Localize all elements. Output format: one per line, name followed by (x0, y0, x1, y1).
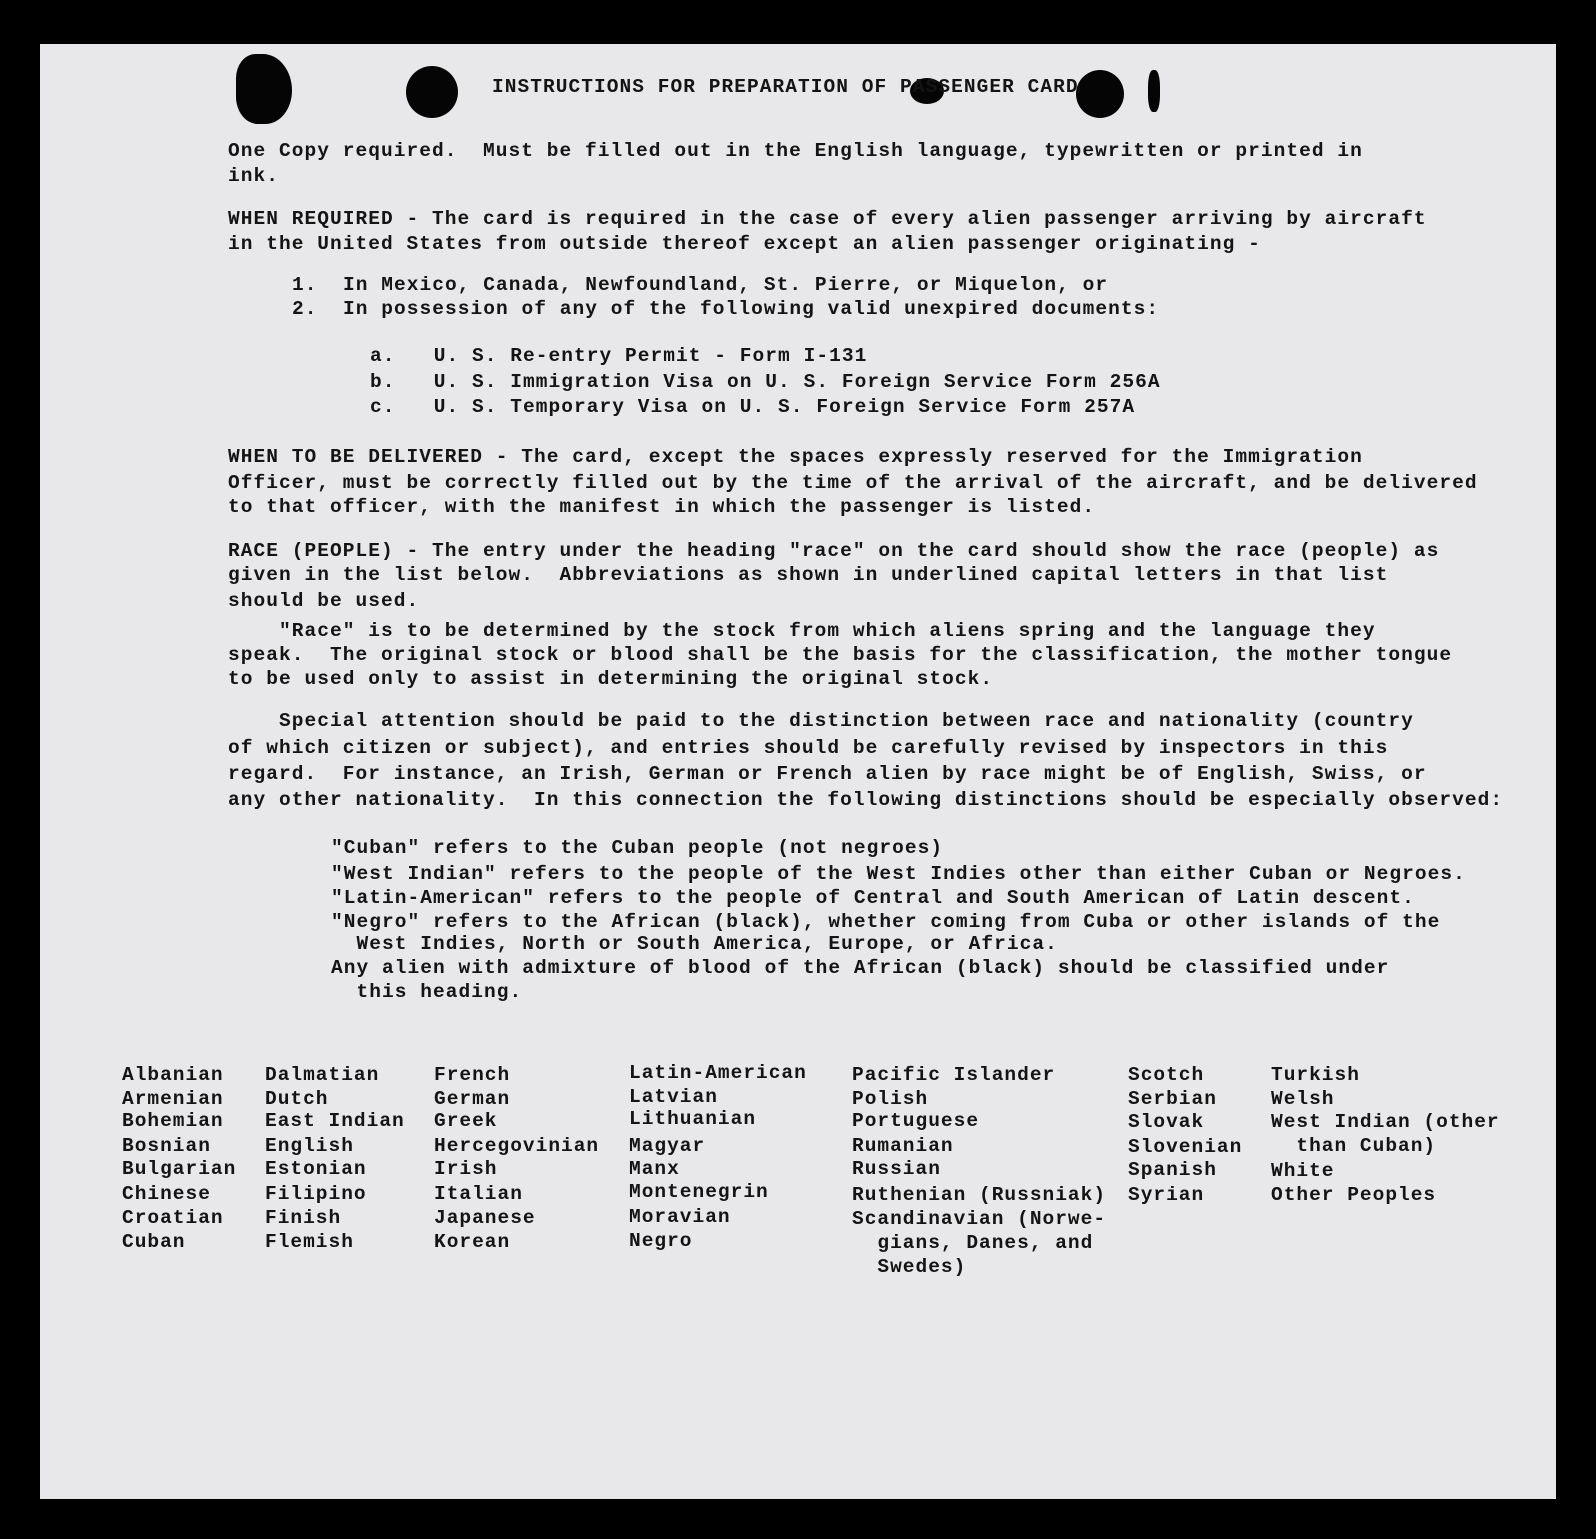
text-line: in the United States from outside thereof except an alien passenger originating - (228, 233, 1261, 255)
race-item: Croatian (122, 1207, 224, 1229)
race-item: Flemish (265, 1231, 354, 1253)
race-item: Italian (434, 1183, 523, 1205)
race-item: White (1271, 1160, 1335, 1182)
race-item: Finish (265, 1207, 342, 1229)
race-item: Estonian (265, 1158, 367, 1180)
race-item: Slovak (1128, 1111, 1205, 1133)
race-item: Greek (434, 1110, 498, 1132)
race-item: Latin-American (629, 1062, 807, 1084)
race-item: Filipino (265, 1183, 367, 1205)
race-item: Korean (434, 1231, 511, 1253)
race-paragraph (228, 540, 1440, 620)
text-line: any other nationality. In this connection the following distinctions should be especially observed: (228, 789, 1504, 811)
race-item: Serbian (1128, 1088, 1217, 1110)
race-item: Portuguese (852, 1110, 980, 1132)
race-item: Irish (434, 1158, 498, 1180)
list-item: "West Indian" refers to the people of the West Indies other than either Cuban or Negroes. (331, 863, 1466, 885)
list-item: 2. In possession of any of the following valid unexpired documents: (292, 298, 1160, 320)
race-item: Spanish (1128, 1159, 1217, 1181)
race-item: Scandinavian (Norwe- (852, 1208, 1107, 1230)
race-item: Dutch (265, 1088, 329, 1110)
race-item: Other Peoples (1271, 1184, 1437, 1206)
list-item: 1. In Mexico, Canada, Newfoundland, St. Pierre, or Miquelon, or (292, 274, 1109, 296)
list-item: West Indies, North or South America, Europe, or Africa. (331, 933, 1058, 955)
race-item: Montenegrin (629, 1181, 769, 1203)
text-line: ink. (228, 165, 280, 187)
race-item: German (434, 1088, 511, 1110)
text-line: should be used. (228, 590, 420, 612)
list-item: "Latin-American" refers to the people of Central and South American of Latin descent. (331, 887, 1415, 909)
race-item: Manx (629, 1158, 680, 1180)
race-item: French (434, 1064, 511, 1086)
race-item: Negro (629, 1230, 693, 1252)
race-item: Polish (852, 1088, 929, 1110)
race-item: Pacific Islander (852, 1064, 1056, 1086)
list-item: "Cuban" refers to the Cuban people (not negroes) (331, 837, 944, 859)
race-item: English (265, 1135, 354, 1157)
list-item: b. U. S. Immigration Visa on U. S. Foreign Service Form 256A (370, 371, 1161, 393)
text-line: to that officer, with the manifest in which the passenger is listed. (228, 496, 1096, 518)
race-item: Bulgarian (122, 1158, 237, 1180)
race-stock-paragraph (228, 620, 1453, 700)
race-item: Albanian (122, 1064, 224, 1086)
text-line: WHEN TO BE DELIVERED - The card, except the spaces expressly reserved for the Immigration (228, 446, 1363, 468)
race-item: East Indian (265, 1110, 405, 1132)
list-item: "Negro" refers to the African (black), whether coming from Cuba or other islands of the (331, 911, 1441, 933)
race-item: Magyar (629, 1135, 706, 1157)
page-title: INSTRUCTIONS FOR PREPARATION OF PASSENGER CARD (492, 76, 1079, 98)
race-item: Bosnian (122, 1135, 211, 1157)
text-line: speak. The original stock or blood shall be the basis for the classification, the mother tongue (228, 644, 1453, 666)
race-item: Russian (852, 1158, 941, 1180)
race-item: Swedes) (852, 1256, 967, 1278)
special-attention-paragraph (228, 710, 1504, 811)
text-line: Special attention should be paid to the distinction between race and nationality (country (228, 710, 1414, 732)
punch-hole (1076, 70, 1124, 118)
text-line: RACE (PEOPLE) - The entry under the heading "race" on the card should show the race (people) as (228, 540, 1440, 562)
race-item: Cuban (122, 1231, 186, 1253)
text-line: "Race" is to be determined by the stock from which aliens spring and the language they (228, 620, 1376, 642)
distinctions-list (331, 837, 1466, 1003)
race-item: Syrian (1128, 1184, 1205, 1206)
when-delivered-paragraph (228, 446, 1478, 526)
list-item: this heading. (331, 981, 523, 1003)
numbered-list (292, 274, 1160, 335)
race-item: West Indian (other (1271, 1111, 1500, 1133)
race-item: Turkish (1271, 1064, 1360, 1086)
text-line: of which citizen or subject), and entries should be carefully revised by inspectors in this (228, 737, 1389, 759)
race-item: Slovenian (1128, 1136, 1243, 1158)
when-required-paragraph (228, 208, 1427, 269)
race-item: Bohemian (122, 1110, 224, 1132)
race-item: Dalmatian (265, 1064, 380, 1086)
text-line: regard. For instance, an Irish, German or French alien by race might be of English, Swiss, or (228, 763, 1427, 785)
race-item: Lithuanian (629, 1108, 757, 1130)
intro-paragraph (228, 140, 1363, 201)
race-item: Moravian (629, 1206, 731, 1228)
text-line: to be used only to assist in determining the original stock. (228, 668, 994, 690)
list-item: Any alien with admixture of blood of the African (black) should be classified under (331, 957, 1390, 979)
race-item: gians, Danes, and (852, 1232, 1094, 1254)
punch-hole (236, 54, 292, 124)
text-line: WHEN REQUIRED - The card is required in the case of every alien passenger arriving by aircraft (228, 208, 1427, 230)
race-item: Hercegovinian (434, 1135, 600, 1157)
punch-hole (406, 66, 458, 118)
text-line: One Copy required. Must be filled out in the English language, typewritten or printed in (228, 140, 1363, 162)
punch-hole (1148, 70, 1160, 112)
race-item: Chinese (122, 1183, 211, 1205)
race-item: than Cuban) (1271, 1135, 1437, 1157)
text-line: Officer, must be correctly filled out by the time of the arrival of the aircraft, and be delivered (228, 472, 1478, 494)
race-item: Ruthenian (Russniak) (852, 1184, 1107, 1206)
race-item: Scotch (1128, 1064, 1205, 1086)
race-item: Rumanian (852, 1135, 954, 1157)
text-line: given in the list below. Abbreviations as shown in underlined capital letters in that list (228, 564, 1389, 586)
documents-list (370, 345, 1161, 425)
list-item: c. U. S. Temporary Visa on U. S. Foreign Service Form 257A (370, 396, 1136, 418)
race-item: Armenian (122, 1088, 224, 1110)
race-item: Latvian (629, 1086, 718, 1108)
race-item: Japanese (434, 1207, 536, 1229)
race-item: Welsh (1271, 1088, 1335, 1110)
list-item: a. U. S. Re-entry Permit - Form I-131 (370, 345, 868, 367)
